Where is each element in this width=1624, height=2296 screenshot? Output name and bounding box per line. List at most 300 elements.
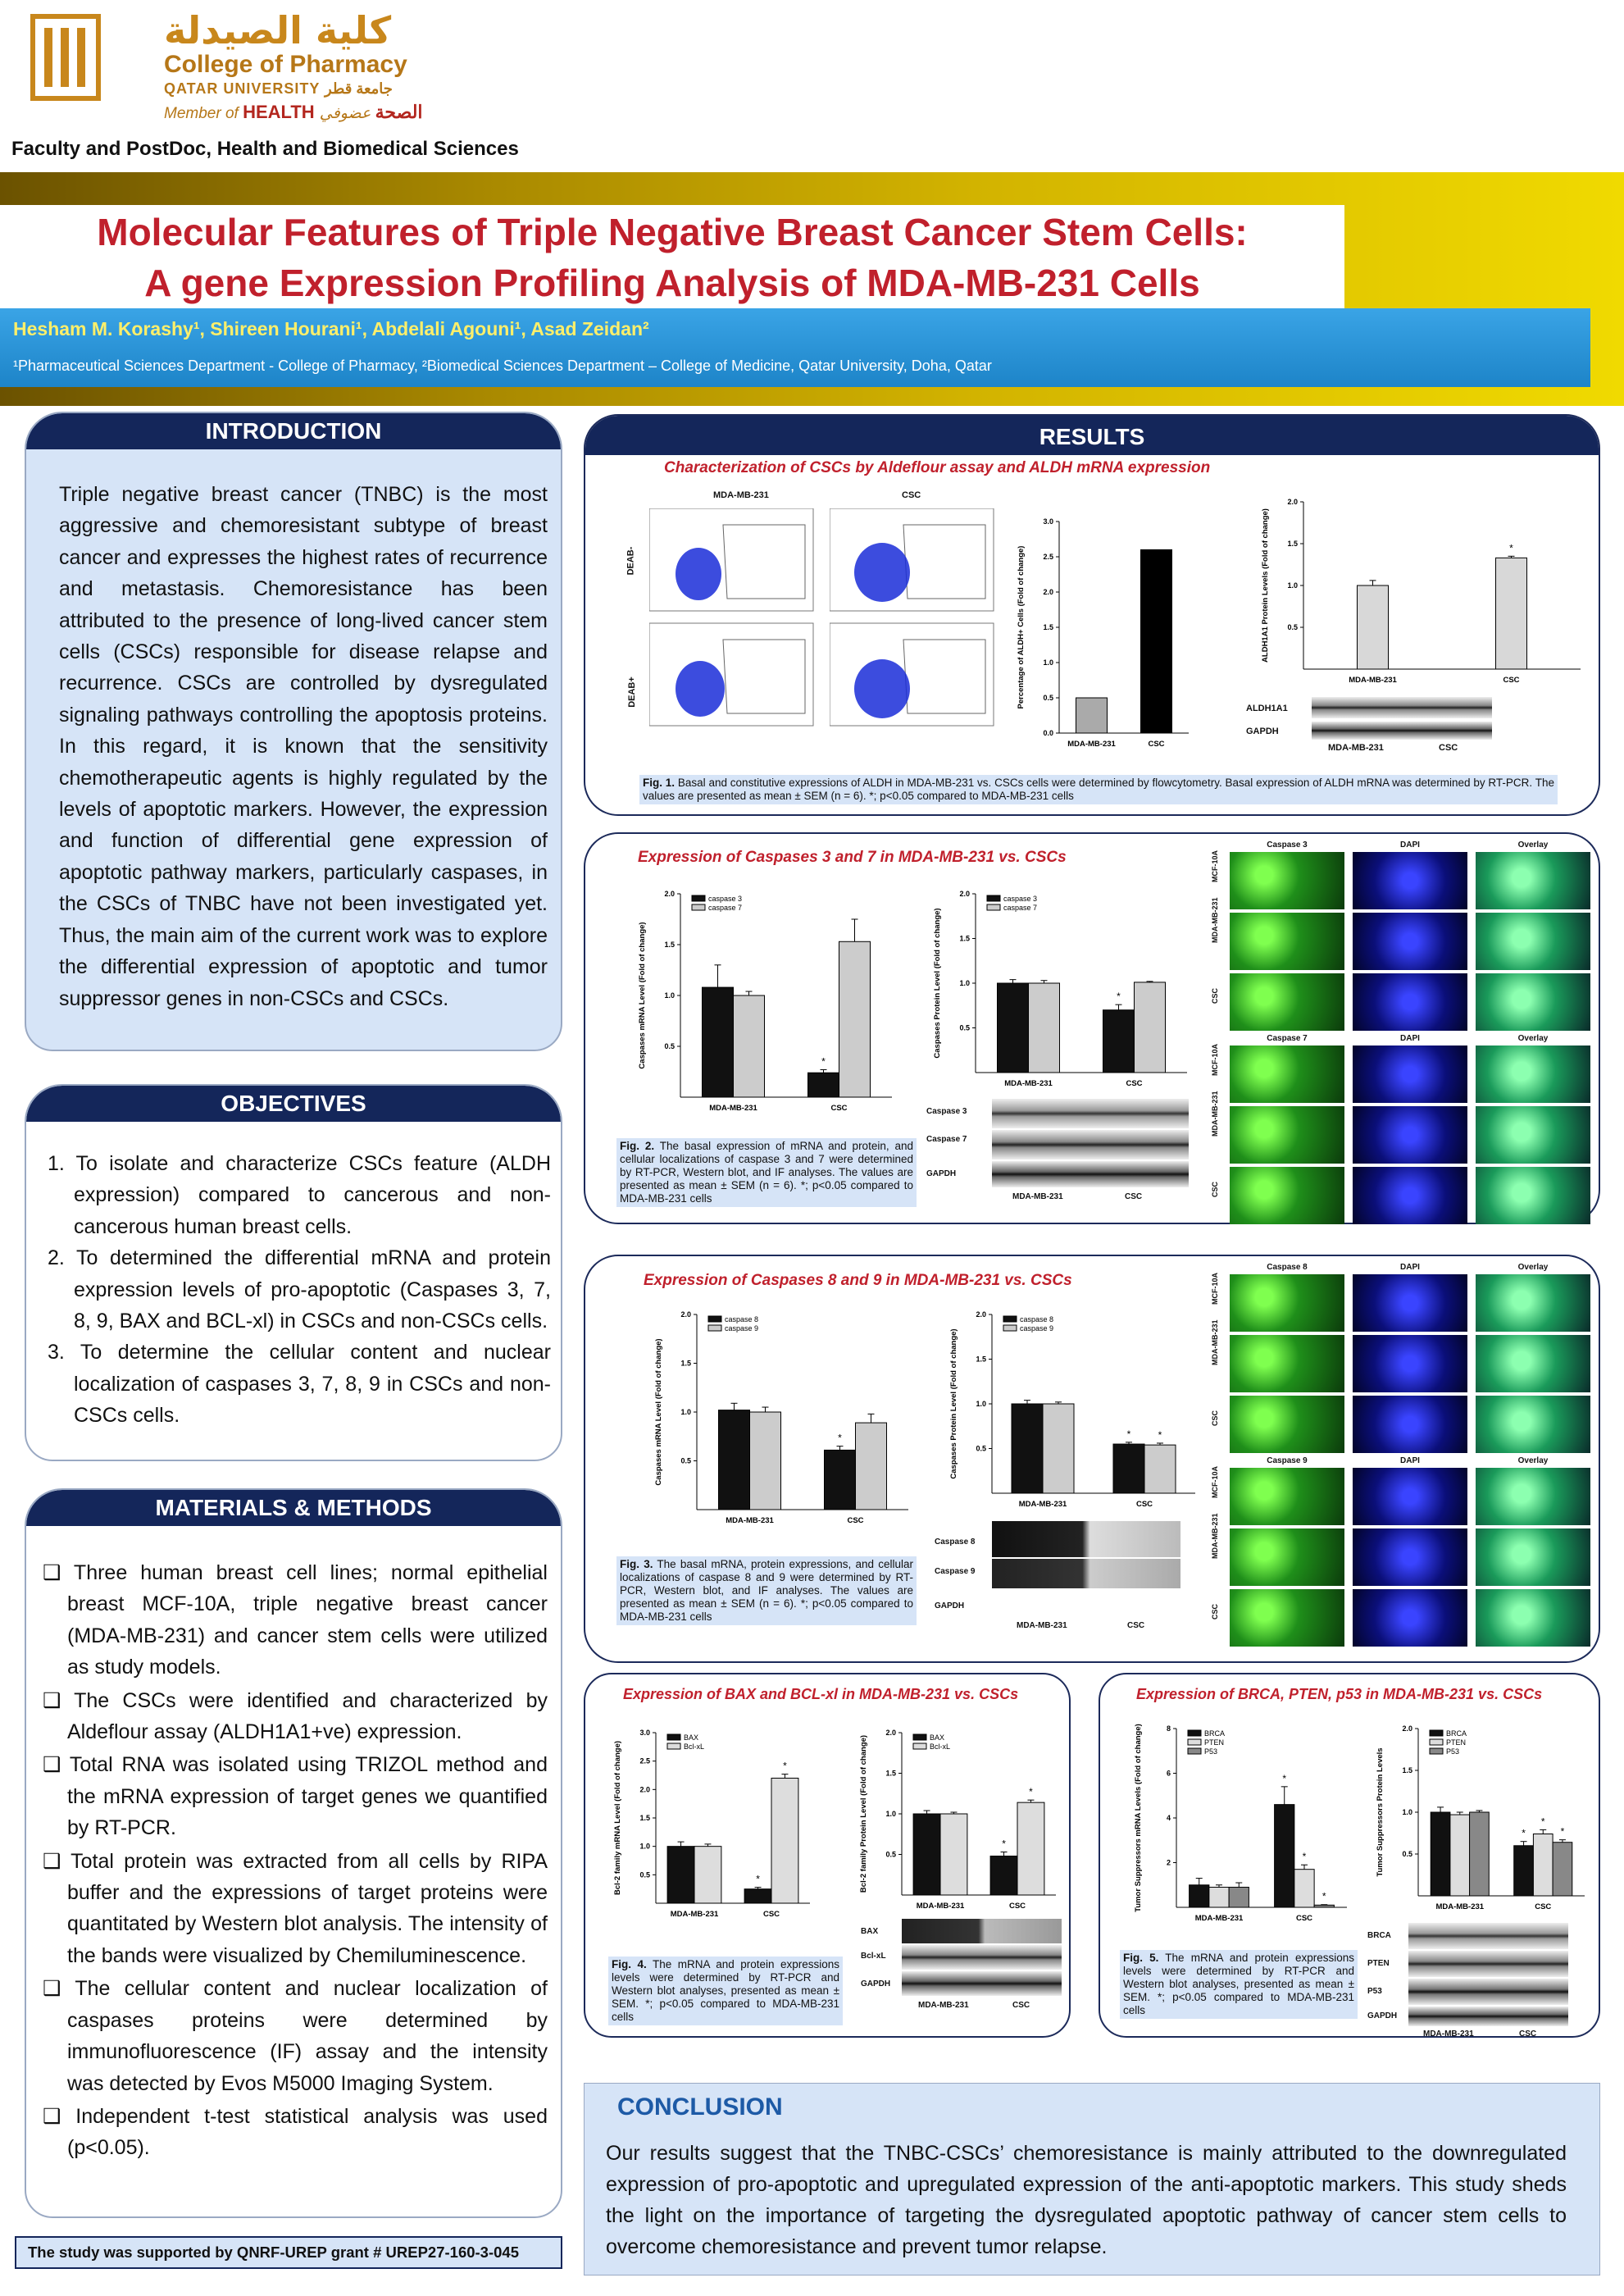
objectives-heading: OBJECTIVES — [26, 1086, 561, 1122]
bar — [808, 1073, 839, 1097]
bar — [913, 1814, 940, 1895]
bar — [1144, 1445, 1176, 1493]
blot-label-mda: MDA-MB-231 — [1423, 2029, 1474, 2039]
y-tick-label: 1.0 — [1402, 1808, 1412, 1816]
fig5-caption-text: The mRNA and protein expressions levels were determined by RT-PCR and Western blot analyses, presented as mean ± SEM. *; p<0.05 compared to MDA-MB-231 cells — [1123, 1952, 1354, 2016]
fig4-western-blot — [861, 1919, 1066, 2017]
bar — [1470, 1812, 1490, 1896]
blot-label-aldh: ALDH1A1 — [1246, 704, 1288, 713]
x-tick-label: MDA-MB-231 — [1349, 676, 1397, 685]
bar — [750, 1412, 781, 1510]
y-tick-label: 0.5 — [639, 1870, 650, 1879]
blot-band-brca — [1408, 1923, 1568, 1949]
fig5-title: Expression of BRCA, PTEN, p53 in MDA-MB-231 vs. CSCs — [1136, 1686, 1543, 1702]
legend-label: caspase 8 — [1020, 1315, 1054, 1323]
bar — [1229, 1887, 1249, 1907]
fig2-caption-label: Fig. 2. — [620, 1140, 655, 1152]
legend-label: P53 — [1446, 1747, 1460, 1756]
x-tick-label: MDA-MB-231 — [709, 1104, 757, 1113]
blot-band-caspase8 — [992, 1521, 1180, 1557]
bar — [1135, 982, 1166, 1073]
legend-swatch — [1003, 1325, 1017, 1331]
x-tick-label: CSC — [1135, 1500, 1153, 1509]
bar — [1076, 698, 1108, 733]
if-image-tile — [1476, 1046, 1590, 1103]
fig3-caption — [616, 1556, 917, 1625]
x-tick-label: MDA-MB-231 — [916, 1902, 965, 1911]
if-image-tile — [1230, 1528, 1344, 1586]
legend-label: P53 — [1204, 1747, 1218, 1756]
significance-star: * — [1302, 1851, 1307, 1863]
significance-star: * — [1117, 991, 1121, 1003]
y-tick-label: 1.0 — [680, 1408, 691, 1416]
introduction-panel — [25, 412, 562, 1051]
fig3-mrna-chart — [639, 1300, 918, 1538]
legend-swatch — [708, 1316, 721, 1322]
bar — [1533, 1834, 1553, 1896]
if-image-tile — [1353, 1396, 1467, 1453]
if-col-label: Overlay — [1517, 1456, 1549, 1465]
bar — [1103, 1010, 1135, 1073]
legend-swatch — [1188, 1739, 1201, 1745]
support-note: The study was supported by QNRF-UREP grant # UREP27-160-3-045 — [15, 2236, 562, 2269]
bar — [940, 1814, 967, 1895]
if-image-tile — [1230, 1046, 1344, 1103]
fig2-caption-text: The basal expression of mRNA and protein, and cellular localizations of caspase 3 and 7 were determined by RT-PCR, Western blot, and IF analyses. The values are presented as mean ± SEM (n = 6). *; p<0.05 compared to MDA-MB-231 cells — [620, 1140, 913, 1205]
if-col-label: Overlay — [1517, 840, 1549, 850]
fig5-protein-chart — [1361, 1714, 1594, 1924]
method-item: ❑ Total RNA was isolated using TRIZOL method and the mRNA expression of target genes we quantified by RT-PCR. — [43, 1753, 548, 1840]
significance-star: * — [1321, 1890, 1326, 1902]
if-image-tile — [1230, 1167, 1344, 1224]
blot-label-csc: CSC — [1127, 1621, 1145, 1630]
x-tick-label: MDA-MB-231 — [670, 1910, 719, 1919]
legend-swatch — [913, 1734, 926, 1740]
bar — [839, 941, 871, 1097]
blot-label-mda: MDA-MB-231 — [1328, 743, 1384, 753]
if-image-tile — [1230, 973, 1344, 1031]
legend-swatch — [1430, 1730, 1443, 1736]
y-tick-label: 2 — [1166, 1858, 1171, 1867]
significance-star: * — [1029, 1786, 1033, 1798]
x-tick-label: MDA-MB-231 — [1194, 1914, 1244, 1923]
legend-label: BAX — [684, 1733, 699, 1742]
x-tick-label: MDA-MB-231 — [1435, 1902, 1485, 1911]
blot-band-bcl — [902, 1945, 1062, 1970]
if-image-tile — [1476, 1589, 1590, 1647]
legend-swatch — [692, 895, 705, 901]
if-row-label: MCF-10A — [1211, 1043, 1219, 1076]
blot-label-mda: MDA-MB-231 — [918, 2001, 969, 2010]
objective-item: 1. To isolate and characterize CSCs feature (ALDH expression) compared to cancerous and non-cancerous human breast cells. — [48, 1152, 551, 1238]
legend-label: caspase 7 — [1003, 904, 1038, 912]
bar — [744, 1889, 771, 1903]
y-tick-label: 1.0 — [664, 991, 675, 1000]
fig1-aldh-protein-chart — [1246, 487, 1590, 697]
if-image-tile — [1230, 1468, 1344, 1525]
bar — [856, 1423, 887, 1510]
y-tick-label: 0.5 — [1402, 1850, 1412, 1858]
blot-band-gapdh — [992, 1161, 1189, 1187]
blot-band-gapdh — [1312, 722, 1492, 740]
if-row-label: MCF-10A — [1211, 1272, 1219, 1305]
faculty-label: Faculty and PostDoc, Health and Biomedical Sciences — [11, 138, 519, 160]
legend-swatch — [1188, 1748, 1201, 1754]
fig3-caption-text: The basal mRNA, protein expressions, and cellular localizations of caspase 8 and 9 were determined by RT-PCR, Western blot, and IF analyses. The values are presented as mean ± SEM (n = 6). *; p<0.05 compared to MDA-MB-231 cells — [620, 1558, 913, 1623]
y-axis-label: Caspases mRNA Level (Fold of change) — [654, 1338, 663, 1486]
fig4-mrna-chart — [598, 1718, 820, 1931]
if-col-label: Overlay — [1517, 1263, 1549, 1272]
fig5-mrna-chart — [1119, 1714, 1357, 1935]
fig2-title: Expression of Caspases 3 and 7 in MDA-MB-231 vs. CSCs — [638, 849, 1067, 866]
y-tick-label: 0.5 — [1287, 623, 1298, 631]
significance-star: * — [838, 1432, 842, 1444]
blot-label-gapdh: GAPDH — [926, 1169, 957, 1178]
significance-star: * — [1158, 1428, 1162, 1441]
bar — [703, 987, 734, 1097]
y-tick-label: 0.5 — [959, 1023, 970, 1032]
significance-star: * — [756, 1873, 760, 1885]
if-row-label: CSC — [1211, 987, 1219, 1004]
y-tick-label: 0.5 — [680, 1456, 691, 1465]
blot-band-caspase9 — [992, 1559, 1180, 1588]
y-tick-label: 2.0 — [1287, 498, 1298, 506]
flow-plots-mda — [649, 508, 830, 730]
legend-swatch — [987, 904, 1000, 910]
bar — [998, 983, 1029, 1073]
objectives-panel — [25, 1084, 562, 1461]
flow-cytometry-panel — [623, 490, 1008, 736]
legend-label: caspase 3 — [1003, 895, 1038, 903]
significance-star: * — [1560, 1825, 1565, 1838]
y-tick-label: 0.5 — [885, 1850, 896, 1859]
logo-arabic-name: كلية الصيدلة — [164, 8, 392, 52]
y-tick-label: 1.5 — [1287, 540, 1298, 548]
objective-item: 2. To determined the differential mRNA and protein expression levels of pro-apoptotic (Caspases 3, 7, 8, 9, BAX and BCL-xl) in CSCs and non-CSCs cells. — [48, 1246, 551, 1333]
y-tick-label: 2.5 — [639, 1756, 650, 1765]
blot-label-caspase8: Caspase 8 — [935, 1538, 976, 1547]
fig1-title: Characterization of CSCs by Aldeflour assay and ALDH mRNA expression — [664, 459, 1211, 476]
if-col-label: Overlay — [1517, 1034, 1549, 1043]
legend-swatch — [1430, 1739, 1443, 1745]
method-item: ❑ The cellular content and nuclear localization of caspases proteins were determined by immunofluorescence (IF) assay and the intensity was detected by Evos M5000 Imaging System. — [43, 1977, 548, 2095]
if-image-tile — [1230, 852, 1344, 909]
legend-swatch — [1430, 1748, 1443, 1754]
flow-col-csc: CSC — [902, 490, 921, 500]
legend-swatch — [913, 1743, 926, 1749]
x-tick-label: MDA-MB-231 — [1004, 1079, 1053, 1088]
if-image-tile — [1476, 1274, 1590, 1332]
blot-label-brca: BRCA — [1367, 1931, 1391, 1940]
if-image-tile — [1353, 852, 1467, 909]
if-image-tile — [1476, 1468, 1590, 1525]
bar — [1017, 1802, 1044, 1895]
fig3-caption-label: Fig. 3. — [620, 1558, 653, 1570]
if-col-label: DAPI — [1400, 1034, 1420, 1043]
fig3-immunofluorescence — [1205, 1263, 1590, 1648]
fig2-western-blot — [926, 1099, 1197, 1205]
flow-row-deab-pos: DEAB+ — [626, 676, 637, 708]
legend-swatch — [692, 904, 705, 910]
y-axis-label: Caspases Protein Level (Fold of change) — [949, 1328, 958, 1479]
bar — [1514, 1846, 1534, 1896]
blot-label-csc: CSC — [1439, 743, 1458, 753]
if-image-tile — [1230, 1589, 1344, 1647]
y-tick-label: 1.5 — [664, 941, 675, 949]
if-row-label: MDA-MB-231 — [1211, 897, 1219, 943]
bar — [825, 1450, 856, 1510]
significance-star: * — [1540, 1815, 1545, 1828]
y-tick-label: 1.0 — [1287, 581, 1298, 590]
if-row-label: MDA-MB-231 — [1211, 1091, 1219, 1137]
bar — [1496, 558, 1527, 669]
title-line-2: A gene Expression Profiling Analysis of MDA-MB-231 Cells — [144, 262, 1200, 304]
bar — [1113, 1444, 1144, 1493]
y-tick-label: 4 — [1166, 1814, 1171, 1822]
legend-label: caspase 8 — [725, 1315, 759, 1323]
method-item: ❑ Three human breast cell lines; normal epithelial breast MCF-10A, triple negative breast cancer (MDA-MB-231) and cancer stem cells were utilized as study models. — [43, 1561, 548, 1679]
blot-band-pten — [1408, 1951, 1568, 1977]
legend-label: PTEN — [1446, 1738, 1467, 1747]
blot-band-caspase7 — [992, 1130, 1189, 1159]
objectives-list — [48, 1148, 551, 1432]
blot-label-mda: MDA-MB-231 — [1012, 1192, 1063, 1201]
if-image-tile — [1476, 913, 1590, 970]
y-tick-label: 2.0 — [680, 1310, 691, 1319]
legend-swatch — [1188, 1730, 1201, 1736]
bar — [1043, 1404, 1074, 1493]
legend-label: caspase 9 — [1020, 1324, 1054, 1332]
blot-label-bcl: Bcl-xL — [861, 1952, 886, 1961]
if-image-tile — [1353, 1468, 1467, 1525]
x-tick-label: CSC — [1535, 1902, 1552, 1911]
x-tick-label: CSC — [847, 1516, 864, 1525]
legend-swatch — [667, 1743, 680, 1749]
x-tick-label: CSC — [1148, 740, 1165, 749]
if-col-label: Caspase 8 — [1267, 1263, 1308, 1272]
logo-english-name: College of Pharmacy — [164, 51, 407, 78]
y-tick-label: 1.5 — [976, 1355, 986, 1364]
conclusion-heading: CONCLUSION — [617, 2093, 783, 2121]
fig1-aldh-cells-chart — [1002, 507, 1199, 761]
blot-label-gapdh: GAPDH — [861, 1979, 891, 1988]
blot-label-caspase9: Caspase 9 — [935, 1567, 976, 1576]
legend-label: BRCA — [1204, 1729, 1226, 1738]
significance-star: * — [1126, 1428, 1131, 1440]
bar — [1431, 1812, 1450, 1896]
if-image-tile — [1353, 1335, 1467, 1392]
bar — [1294, 1870, 1314, 1907]
if-image-tile — [1476, 1396, 1590, 1453]
logo-health-member: Member of HEALTH الصحة عضوفي — [164, 102, 423, 122]
if-col-label: DAPI — [1400, 1456, 1420, 1465]
y-tick-label: 2.0 — [639, 1785, 650, 1794]
y-tick-label: 0.5 — [664, 1042, 675, 1050]
blot-label-pten: PTEN — [1367, 1959, 1390, 1968]
bar — [734, 995, 765, 1097]
if-col-label: DAPI — [1400, 840, 1420, 850]
y-tick-label: 2.0 — [1402, 1724, 1412, 1733]
if-image-tile — [1353, 1589, 1467, 1647]
if-row-label: MCF-10A — [1211, 850, 1219, 882]
bar — [1209, 1887, 1229, 1907]
methods-panel — [25, 1488, 562, 2218]
method-item: ❑ Independent t-test statistical analysis was used (p<0.05). — [43, 2104, 548, 2160]
fig5-western-blot — [1367, 1923, 1572, 2038]
flow-row-deab-neg: DEAB- — [625, 546, 636, 576]
if-image-tile — [1476, 852, 1590, 909]
blot-label-caspase3: Caspase 3 — [926, 1107, 967, 1116]
if-image-tile — [1230, 1106, 1344, 1164]
y-tick-label: 3.0 — [1043, 517, 1053, 526]
legend-label: BAX — [930, 1733, 945, 1742]
if-image-tile — [1353, 1046, 1467, 1103]
y-tick-label: 2.0 — [1043, 588, 1053, 596]
fig5-caption — [1120, 1950, 1358, 2019]
if-image-tile — [1353, 1528, 1467, 1586]
fig4-caption — [608, 1957, 843, 2025]
fig2-immunofluorescence — [1205, 840, 1590, 1219]
if-image-tile — [1353, 1274, 1467, 1332]
methods-list — [43, 1557, 548, 2166]
y-axis-label: Bcl-2 family Protein Level (Fold of change) — [859, 1734, 868, 1893]
blot-label-csc: CSC — [1012, 2001, 1030, 2010]
y-tick-label: 1.0 — [639, 1842, 650, 1851]
bar — [1141, 549, 1172, 733]
legend-swatch — [1003, 1316, 1017, 1322]
if-image-tile — [1476, 1106, 1590, 1164]
legend-swatch — [987, 895, 1000, 901]
affiliation: ¹Pharmaceutical Sciences Department - College of Pharmacy, ²Biomedical Sciences Department – College of Medicine, Qatar University, Doha, Qatar — [13, 358, 992, 374]
introduction-heading: INTRODUCTION — [26, 413, 561, 449]
significance-star: * — [1282, 1772, 1287, 1784]
if-image-tile — [1476, 1528, 1590, 1586]
y-tick-label: 1.0 — [885, 1810, 896, 1818]
y-axis-label: Bcl-2 family mRNA Level (Fold of change) — [613, 1740, 622, 1896]
method-item: ❑ The CSCs were identified and characterized by Aldeflour assay (ALDH1A1+ve) expression. — [43, 1688, 548, 1744]
logo-university: QATAR UNIVERSITY جامعة قطر — [164, 80, 393, 97]
fig3-title: Expression of Caspases 8 and 9 in MDA-MB-231 vs. CSCs — [644, 1272, 1072, 1289]
legend-label: caspase 9 — [725, 1324, 759, 1332]
if-image-tile — [1230, 913, 1344, 970]
x-tick-label: CSC — [1126, 1079, 1143, 1088]
blot-band-aldh — [1312, 697, 1492, 718]
y-tick-label: 3.0 — [639, 1729, 650, 1737]
y-tick-label: 1.5 — [639, 1814, 650, 1822]
if-col-label: Caspase 9 — [1267, 1456, 1308, 1465]
bar — [771, 1778, 798, 1903]
if-row-label: MDA-MB-231 — [1211, 1319, 1219, 1365]
if-row-label: MDA-MB-231 — [1211, 1513, 1219, 1559]
if-row-label: CSC — [1211, 1603, 1219, 1620]
bar — [1314, 1905, 1334, 1907]
bar — [1553, 1843, 1572, 1896]
authors: Hesham M. Korashy¹, Shireen Hourani¹, Abdelali Agouni¹, Asad Zeidan² — [13, 318, 649, 339]
introduction-text: Triple negative breast cancer (TNBC) is the most aggressive and chemoresistant subtype of breast cancer and expresses the highest rates of recurrence and metastasis. Chemoresistance has been attributed to the presence of long-lived cancer stem cells (CSCs) responsible for disease relapse and recurrence. CSCs are controlled by dysregulated signaling pathways controlling the apoptosis proteins. In this regard, it is known that the sensitivity chemotherapeutic agents is highly regulated by the levels of apoptotic markers. However, the expression and function of differential gene expression of apoptotic pathway markers, particularly caspases, in the CSCs of TNBC have not been investigated yet. Thus, the main aim of the current work was to explore the differential expression of apoptotic and tumor suppressor genes in non-CSCs and CSCs. — [59, 483, 548, 1010]
results-heading: RESULTS — [585, 416, 1599, 455]
blot-label-p53: P53 — [1367, 1987, 1382, 1996]
fig1-western-blot — [1246, 697, 1590, 771]
x-tick-label: CSC — [1295, 1914, 1313, 1923]
bar — [667, 1847, 694, 1903]
y-tick-label: 1.5 — [959, 934, 970, 943]
conclusion-panel — [584, 2083, 1600, 2276]
blot-band-p53 — [1408, 1979, 1568, 2005]
if-col-label: Caspase 7 — [1267, 1034, 1308, 1043]
legend-label: BRCA — [1446, 1729, 1467, 1738]
y-tick-label: 1.5 — [885, 1769, 896, 1778]
blot-label-mda: MDA-MB-231 — [1017, 1621, 1067, 1630]
bar — [1190, 1885, 1209, 1907]
y-tick-label: 2.0 — [976, 1310, 986, 1319]
title-line-1: Molecular Features of Triple Negative Breast Cancer Stem Cells: — [97, 211, 1248, 253]
if-image-tile — [1476, 1335, 1590, 1392]
bar — [1450, 1815, 1470, 1896]
x-tick-label: CSC — [1503, 676, 1520, 685]
blot-label-gapdh: GAPDH — [1246, 727, 1279, 736]
significance-star: * — [1522, 1827, 1526, 1839]
fig4-title: Expression of BAX and BCL-xl in MDA-MB-231 vs. CSCs — [623, 1686, 1019, 1702]
fig4-caption-text: The mRNA and protein expressions levels were determined by RT-PCR and Western blot analyses, presented as mean ± SEM. *; p<0.05 compared to MDA-MB-231 cells — [612, 1958, 839, 2023]
bar — [1029, 983, 1060, 1073]
if-image-tile — [1476, 1167, 1590, 1224]
if-image-tile — [1353, 913, 1467, 970]
college-logo-icon — [25, 10, 107, 105]
fig1-caption-text: Basal and constitutive expressions of ALDH in MDA-MB-231 vs. CSCs cells were determined by flowcytometry. Basal expression of ALDH mRNA was determined by RT-PCR. The values are presented as mean ± SEM (n = 6). *; p<0.05 compared to MDA-MB-231 cells — [643, 777, 1554, 802]
y-tick-label: 0.5 — [976, 1444, 986, 1453]
x-tick-label: CSC — [830, 1104, 848, 1113]
blot-label-csc: CSC — [1125, 1192, 1143, 1201]
fig2-mrna-chart — [623, 879, 902, 1125]
blot-band-bax — [902, 1919, 1062, 1943]
y-tick-label: 1.5 — [680, 1359, 691, 1368]
bar — [1275, 1805, 1294, 1907]
y-axis-label: Caspases mRNA Level (Fold of change) — [638, 922, 647, 1069]
if-row-label: MCF-10A — [1211, 1465, 1219, 1498]
blot-label-csc: CSC — [1519, 2029, 1537, 2039]
legend-label: PTEN — [1204, 1738, 1225, 1747]
significance-star: * — [1509, 542, 1513, 554]
blot-band-gapdh — [902, 1971, 1062, 1996]
y-axis-label: Tumor Suppressors mRNA Levels (Fold of change) — [1134, 1724, 1143, 1912]
objective-item: 3. To determine the cellular content and nuclear localization of caspases 3, 7, 8, 9 in CSCs and non-CSCs cells. — [48, 1341, 551, 1428]
legend-swatch — [708, 1325, 721, 1331]
method-item: ❑ Total protein was extracted from all cells by RIPA buffer and the expressions of target proteins were quantitated by Western blot analysis. The intensity of the bands were visualized by Chemiluminescence. — [43, 1849, 548, 1967]
if-image-tile — [1353, 1167, 1467, 1224]
fig1-caption — [639, 775, 1558, 804]
if-row-label: CSC — [1211, 1410, 1219, 1426]
y-tick-label: 2.0 — [664, 890, 675, 898]
flow-plots-csc — [830, 508, 1010, 730]
x-tick-label: MDA-MB-231 — [726, 1516, 774, 1525]
y-tick-label: 1.0 — [976, 1400, 986, 1408]
y-tick-label: 8 — [1166, 1724, 1171, 1733]
y-axis-label: Caspases Protein Level (Fold of change) — [933, 908, 942, 1059]
if-image-tile — [1230, 1396, 1344, 1453]
y-tick-label: 2.0 — [959, 890, 970, 898]
if-image-tile — [1230, 1274, 1344, 1332]
significance-star: * — [821, 1055, 826, 1068]
if-col-label: DAPI — [1400, 1263, 1420, 1272]
blot-band-gapdh — [1408, 2007, 1568, 2026]
poster-title — [0, 207, 1344, 308]
y-tick-label: 1.5 — [1402, 1766, 1412, 1774]
fig3-western-blot — [926, 1521, 1197, 1628]
y-tick-label: 2.0 — [885, 1729, 896, 1737]
if-image-tile — [1476, 973, 1590, 1031]
legend-label: Bcl-xL — [684, 1742, 705, 1751]
conclusion-text: Our results suggest that the TNBC-CSCs’ chemoresistance is mainly attributed to the downregulated expression of pro-apoptotic and upregulated expression of the anti-apoptotic markers. This study sheds the light on the importance of targeting the dysregulated apoptotic pathway of cancer stem cells to overcome chemoresistance and prevent tumor relapse. — [606, 2142, 1567, 2258]
